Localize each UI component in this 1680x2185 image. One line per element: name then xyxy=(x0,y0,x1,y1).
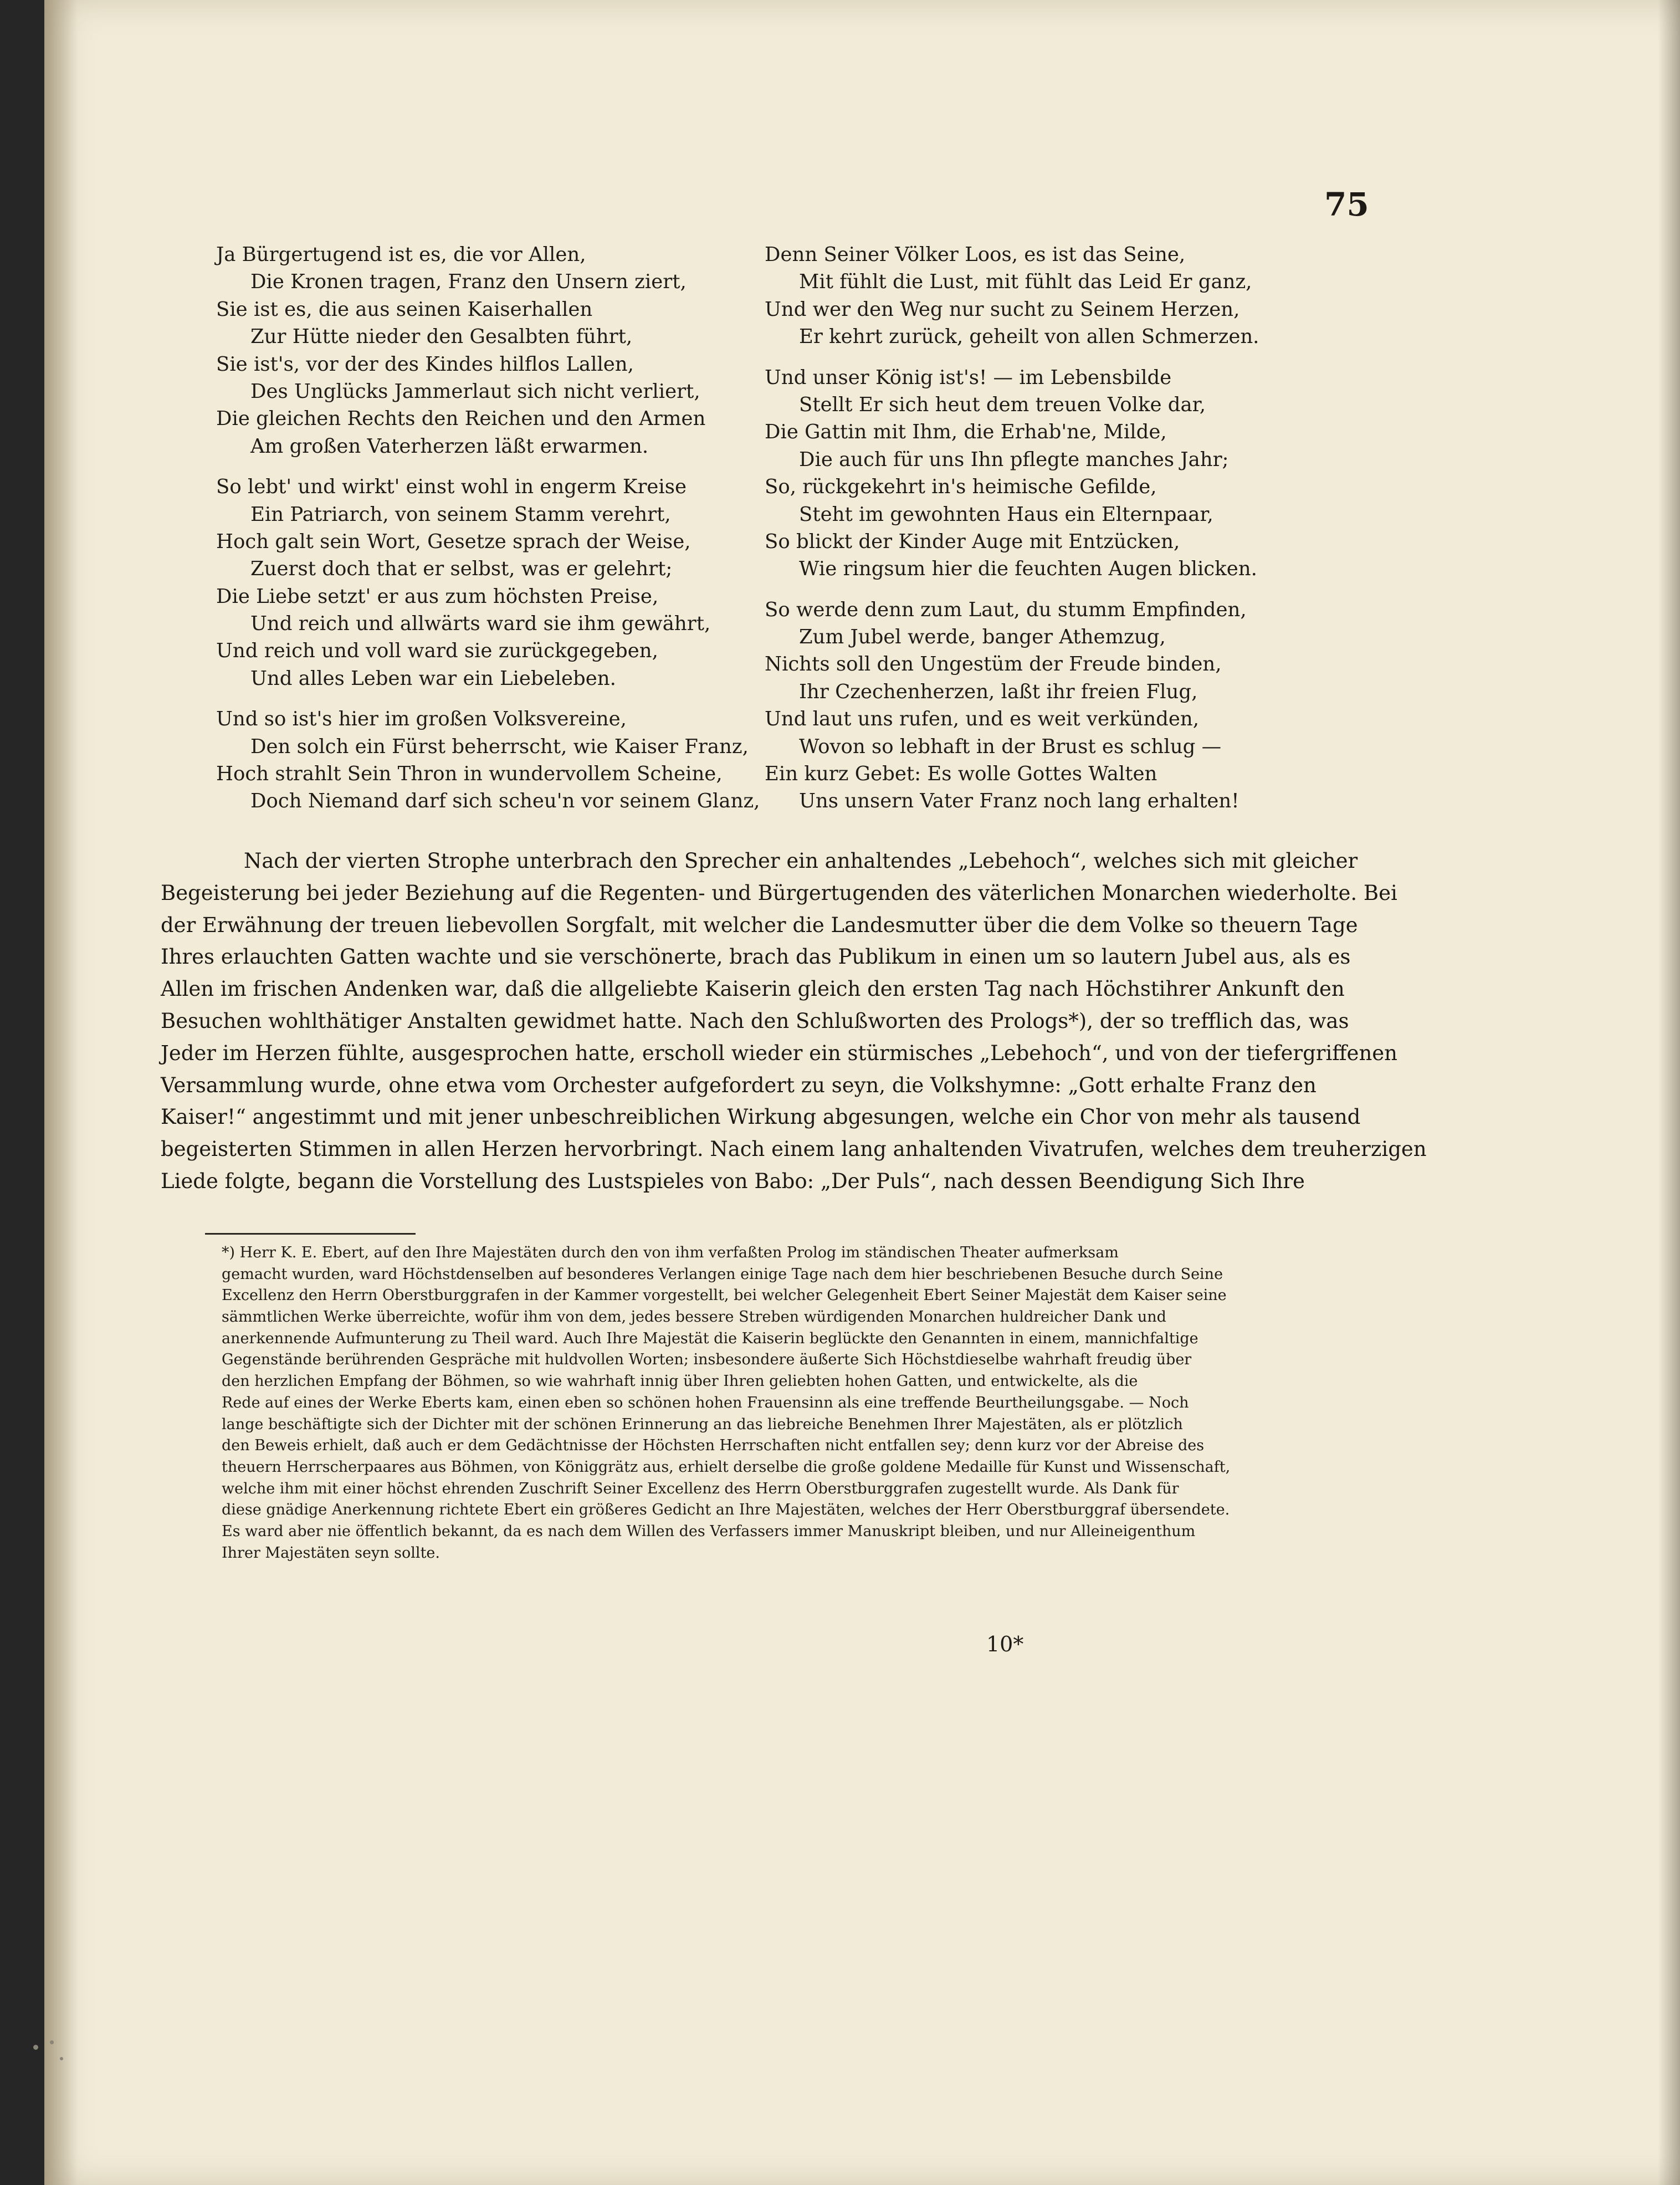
poem-line: Zuerst doch that er selbst, was er gelehrt; xyxy=(250,557,673,581)
poem-line: Zur Hütte nieder den Gesalbten führt, xyxy=(250,325,633,349)
poem-line: So blickt der Kinder Auge mit Entzücken, xyxy=(765,530,1180,553)
page-edge-shadow xyxy=(1658,0,1680,2185)
poem-line: Am großen Vaterherzen läßt erwarmen. xyxy=(250,434,649,458)
footnote-line: diese gnädige Anerkennung richtete Ebert ein größeres Gedicht an Ihre Majestäten, welches der Herr Oberstburggraf übersendete. xyxy=(222,1501,1230,1519)
footnote-line: Rede auf eines der Werke Eberts kam, einen eben so schönen hohen Frauensinn als eine treffende Beurtheilungsgabe. — Noch xyxy=(222,1394,1189,1411)
footnote-line: welche ihm mit einer höchst ehrenden Zuschrift Seiner Excellenz des Herrn Oberstburggrafen zugestellt wurde. Als Dank für xyxy=(222,1480,1179,1497)
poem-line: Uns unsern Vater Franz noch lang erhalten! xyxy=(799,790,1239,813)
prose-line: Liede folgte, begann die Vorstellung des Lustspieles von Babo: „Der Puls“, nach dessen Beendigung Sich Ihre xyxy=(161,1169,1305,1193)
poem-line: Wie ringsum hier die feuchten Augen blicken. xyxy=(799,557,1257,581)
footnote-line: Excellenz den Herrn Oberstburggrafen in der Kammer vorgestellt, bei welcher Gelegenheit Ebert Seiner Majestät dem Kaiser seine xyxy=(222,1287,1227,1304)
poem-stanza xyxy=(765,241,1319,351)
poem-stanza xyxy=(216,241,770,460)
poem-line: Nichts soll den Ungestüm der Freude binden, xyxy=(765,653,1222,676)
prose-line: Jeder im Herzen fühlte, ausgesprochen hatte, erscholl wieder ein stürmisches „Lebehoch“, und von der tiefergriffenen xyxy=(161,1041,1398,1065)
footnote-line: *) Herr K. E. Ebert, auf den Ihre Majestäten durch den von ihm verfaßten Prolog im ständischen Theater aufmerksam xyxy=(222,1244,1119,1261)
page-number: 75 xyxy=(1324,186,1369,223)
poem-line: Sie ist's, vor der des Kindes hilflos Lallen, xyxy=(216,352,634,376)
poem-line: Des Unglücks Jammerlaut sich nicht verliert, xyxy=(250,380,700,403)
signature-mark: 10* xyxy=(986,1632,1024,1656)
poem-line: Er kehrt zurück, geheilt von allen Schmerzen. xyxy=(799,325,1259,349)
poem-line: Ein Patriarch, von seinem Stamm verehrt, xyxy=(250,503,671,526)
poem-line: So, rückgekehrt in's heimische Gefilde, xyxy=(765,475,1157,499)
prose-line: der Erwähnung der treuen liebevollen Sorgfalt, mit welcher die Landesmutter über die dem Volke so theuern Tage xyxy=(161,913,1358,937)
spine-shadow xyxy=(44,0,78,2185)
poem-line: Hoch galt sein Wort, Gesetze sprach der Weise, xyxy=(216,530,691,553)
poem-line: Die Kronen tragen, Franz den Unsern ziert, xyxy=(250,270,687,294)
poem-line: Ein kurz Gebet: Es wolle Gottes Walten xyxy=(765,763,1157,786)
poem-line: Ihr Czechenherzen, laßt ihr freien Flug, xyxy=(799,680,1198,703)
poem-line: Stellt Er sich heut dem treuen Volke dar, xyxy=(799,393,1206,416)
footnote xyxy=(222,1242,1358,1564)
footnote-line: anerkennende Aufmunterung zu Theil ward. Auch Ihre Majestät die Kaiserin beglückte den Genannten in einem, mannichfaltige xyxy=(222,1329,1198,1347)
poem-stanza xyxy=(765,364,1319,583)
footnote-line: gemacht wurden, ward Höchstdenselben auf besonderes Verlangen einige Tage nach dem hier beschriebenen Besuche durch Seine xyxy=(222,1265,1223,1283)
poem-line: Den solch ein Fürst beherrscht, wie Kaiser Franz, xyxy=(250,735,749,758)
prose-paragraph xyxy=(161,845,1427,1198)
footnote-line: Es ward aber nie öffentlich bekannt, da es nach dem Willen des Verfassers immer Manuskript bleiben, und nur Alleineigenthum xyxy=(222,1522,1196,1540)
poem-stanza xyxy=(765,596,1319,815)
footnote-line: sämmtlichen Werke überreichte, wofür ihm von dem, jedes bessere Streben würdigenden Monarchen huldreicher Dank und xyxy=(222,1308,1166,1326)
poem-line: Mit fühlt die Lust, mit fühlt das Leid Er ganz, xyxy=(799,270,1252,294)
poem-stanza xyxy=(216,705,770,815)
prose-line: Versammlung wurde, ohne etwa vom Orchester aufgefordert zu seyn, die Volkshymne: „Gott erhalte Franz den xyxy=(161,1073,1317,1097)
poem-line: Zum Jubel werde, banger Athemzug, xyxy=(799,626,1166,649)
poem-line: Denn Seiner Völker Loos, es ist das Seine, xyxy=(765,243,1186,266)
footnote-line: den Beweis erhielt, daß auch er dem Gedächtnisse der Höchsten Herrschaften nicht entfallen sey; denn kurz vor der Abreise des xyxy=(222,1437,1205,1455)
poem-line: Die Liebe setzt' er aus zum höchsten Preise, xyxy=(216,585,659,608)
poem-line: Sie ist es, die aus seinen Kaiserhallen xyxy=(216,298,593,321)
poem-line: Und wer den Weg nur sucht zu Seinem Herzen, xyxy=(765,298,1240,321)
prose-line: Begeisterung bei jeder Beziehung auf die Regenten- und Bürgertugenden des väterlichen Monarchen wiederholte. Bei xyxy=(161,881,1397,905)
poem-line: Die gleichen Rechts den Reichen und den Armen xyxy=(216,407,706,431)
poem-left-column xyxy=(216,241,770,828)
footnote-line: den herzlichen Empfang der Böhmen, so wie wahrhaft innig über Ihren geliebten hohen Gatten, und entwickelte, als die xyxy=(222,1373,1138,1390)
poem-line: Und reich und voll ward sie zurückgegeben, xyxy=(216,639,658,663)
footnote-line: theuern Herrscherpaares aus Böhmen, von Königgrätz aus, erhielt derselbe die große goldene Medaille für Kunst und Wissenschaft, xyxy=(222,1458,1231,1476)
poem-right-column xyxy=(765,241,1319,828)
poem-line: Und unser König ist's! — im Lebensbilde xyxy=(765,366,1172,389)
prose-line: Besuchen wohlthätiger Anstalten gewidmet hatte. Nach den Schlußworten des Prologs*), der so trefflich das, was xyxy=(161,1009,1349,1033)
prose-line: Allen im frischen Andenken war, daß die allgeliebte Kaiserin gleich den ersten Tag nach Höchstihrer Ankunft den xyxy=(161,977,1345,1001)
poem-stanza xyxy=(216,473,770,692)
poem-line: Und laut uns rufen, und es weit verkünden, xyxy=(765,708,1200,731)
prose-line: Kaiser!“ angestimmt und mit jener unbeschreiblichen Wirkung abgesungen, welche ein Chor von mehr als tausend xyxy=(161,1105,1361,1129)
prose-line: begeisterten Stimmen in allen Herzen hervorbringt. Nach einem lang anhaltenden Vivatrufen, welches dem treuherzigen xyxy=(161,1137,1427,1161)
poem-line: Wovon so lebhaft in der Brust es schlug — xyxy=(799,735,1222,758)
poem-line: Doch Niemand darf sich scheu'n vor seinem Glanz, xyxy=(250,790,760,813)
poem-line: Und alles Leben war ein Liebeleben. xyxy=(250,667,616,690)
poem-line: Die Gattin mit Ihm, die Erhab'ne, Milde, xyxy=(765,421,1167,444)
poem-line: So werde denn zum Laut, du stumm Empfinden, xyxy=(765,598,1247,621)
footnote-line: lange beschäftigte sich der Dichter mit der schönen Erinnerung an das liebreiche Benehmen Ihrer Majestäten, als er plötzlich xyxy=(222,1415,1183,1433)
poem-line: Ja Bürgertugend ist es, die vor Allen, xyxy=(216,243,586,266)
poem-line: Die auch für uns Ihn pflegte manches Jahr; xyxy=(799,448,1229,471)
poem-line: Steht im gewohnten Haus ein Elternpaar, xyxy=(799,503,1213,526)
poem-line: Und reich und allwärts ward sie ihm gewährt, xyxy=(250,612,711,636)
poem-line: So lebt' und wirkt' einst wohl in engerm Kreise xyxy=(216,475,687,499)
footnote-rule xyxy=(205,1233,416,1235)
poem-line: Hoch strahlt Sein Thron in wundervollem Scheine, xyxy=(216,763,723,786)
prose-line: Ihres erlauchten Gatten wachte und sie verschönerte, brach das Publikum in einen um so lautern Jubel aus, als es xyxy=(161,945,1351,969)
footnote-line: Gegenstände berührenden Gespräche mit huldvollen Worten; insbesondere äußerte Sich Höchstdieselbe wahrhaft freudig über xyxy=(222,1351,1192,1369)
footnote-line: Ihrer Majestäten seyn sollte. xyxy=(222,1544,440,1562)
prose-line: Nach der vierten Strophe unterbrach den Sprecher ein anhaltendes „Lebehoch“, welches sich mit gleicher xyxy=(244,849,1358,873)
poem-line: Und so ist's hier im großen Volksvereine, xyxy=(216,708,627,731)
